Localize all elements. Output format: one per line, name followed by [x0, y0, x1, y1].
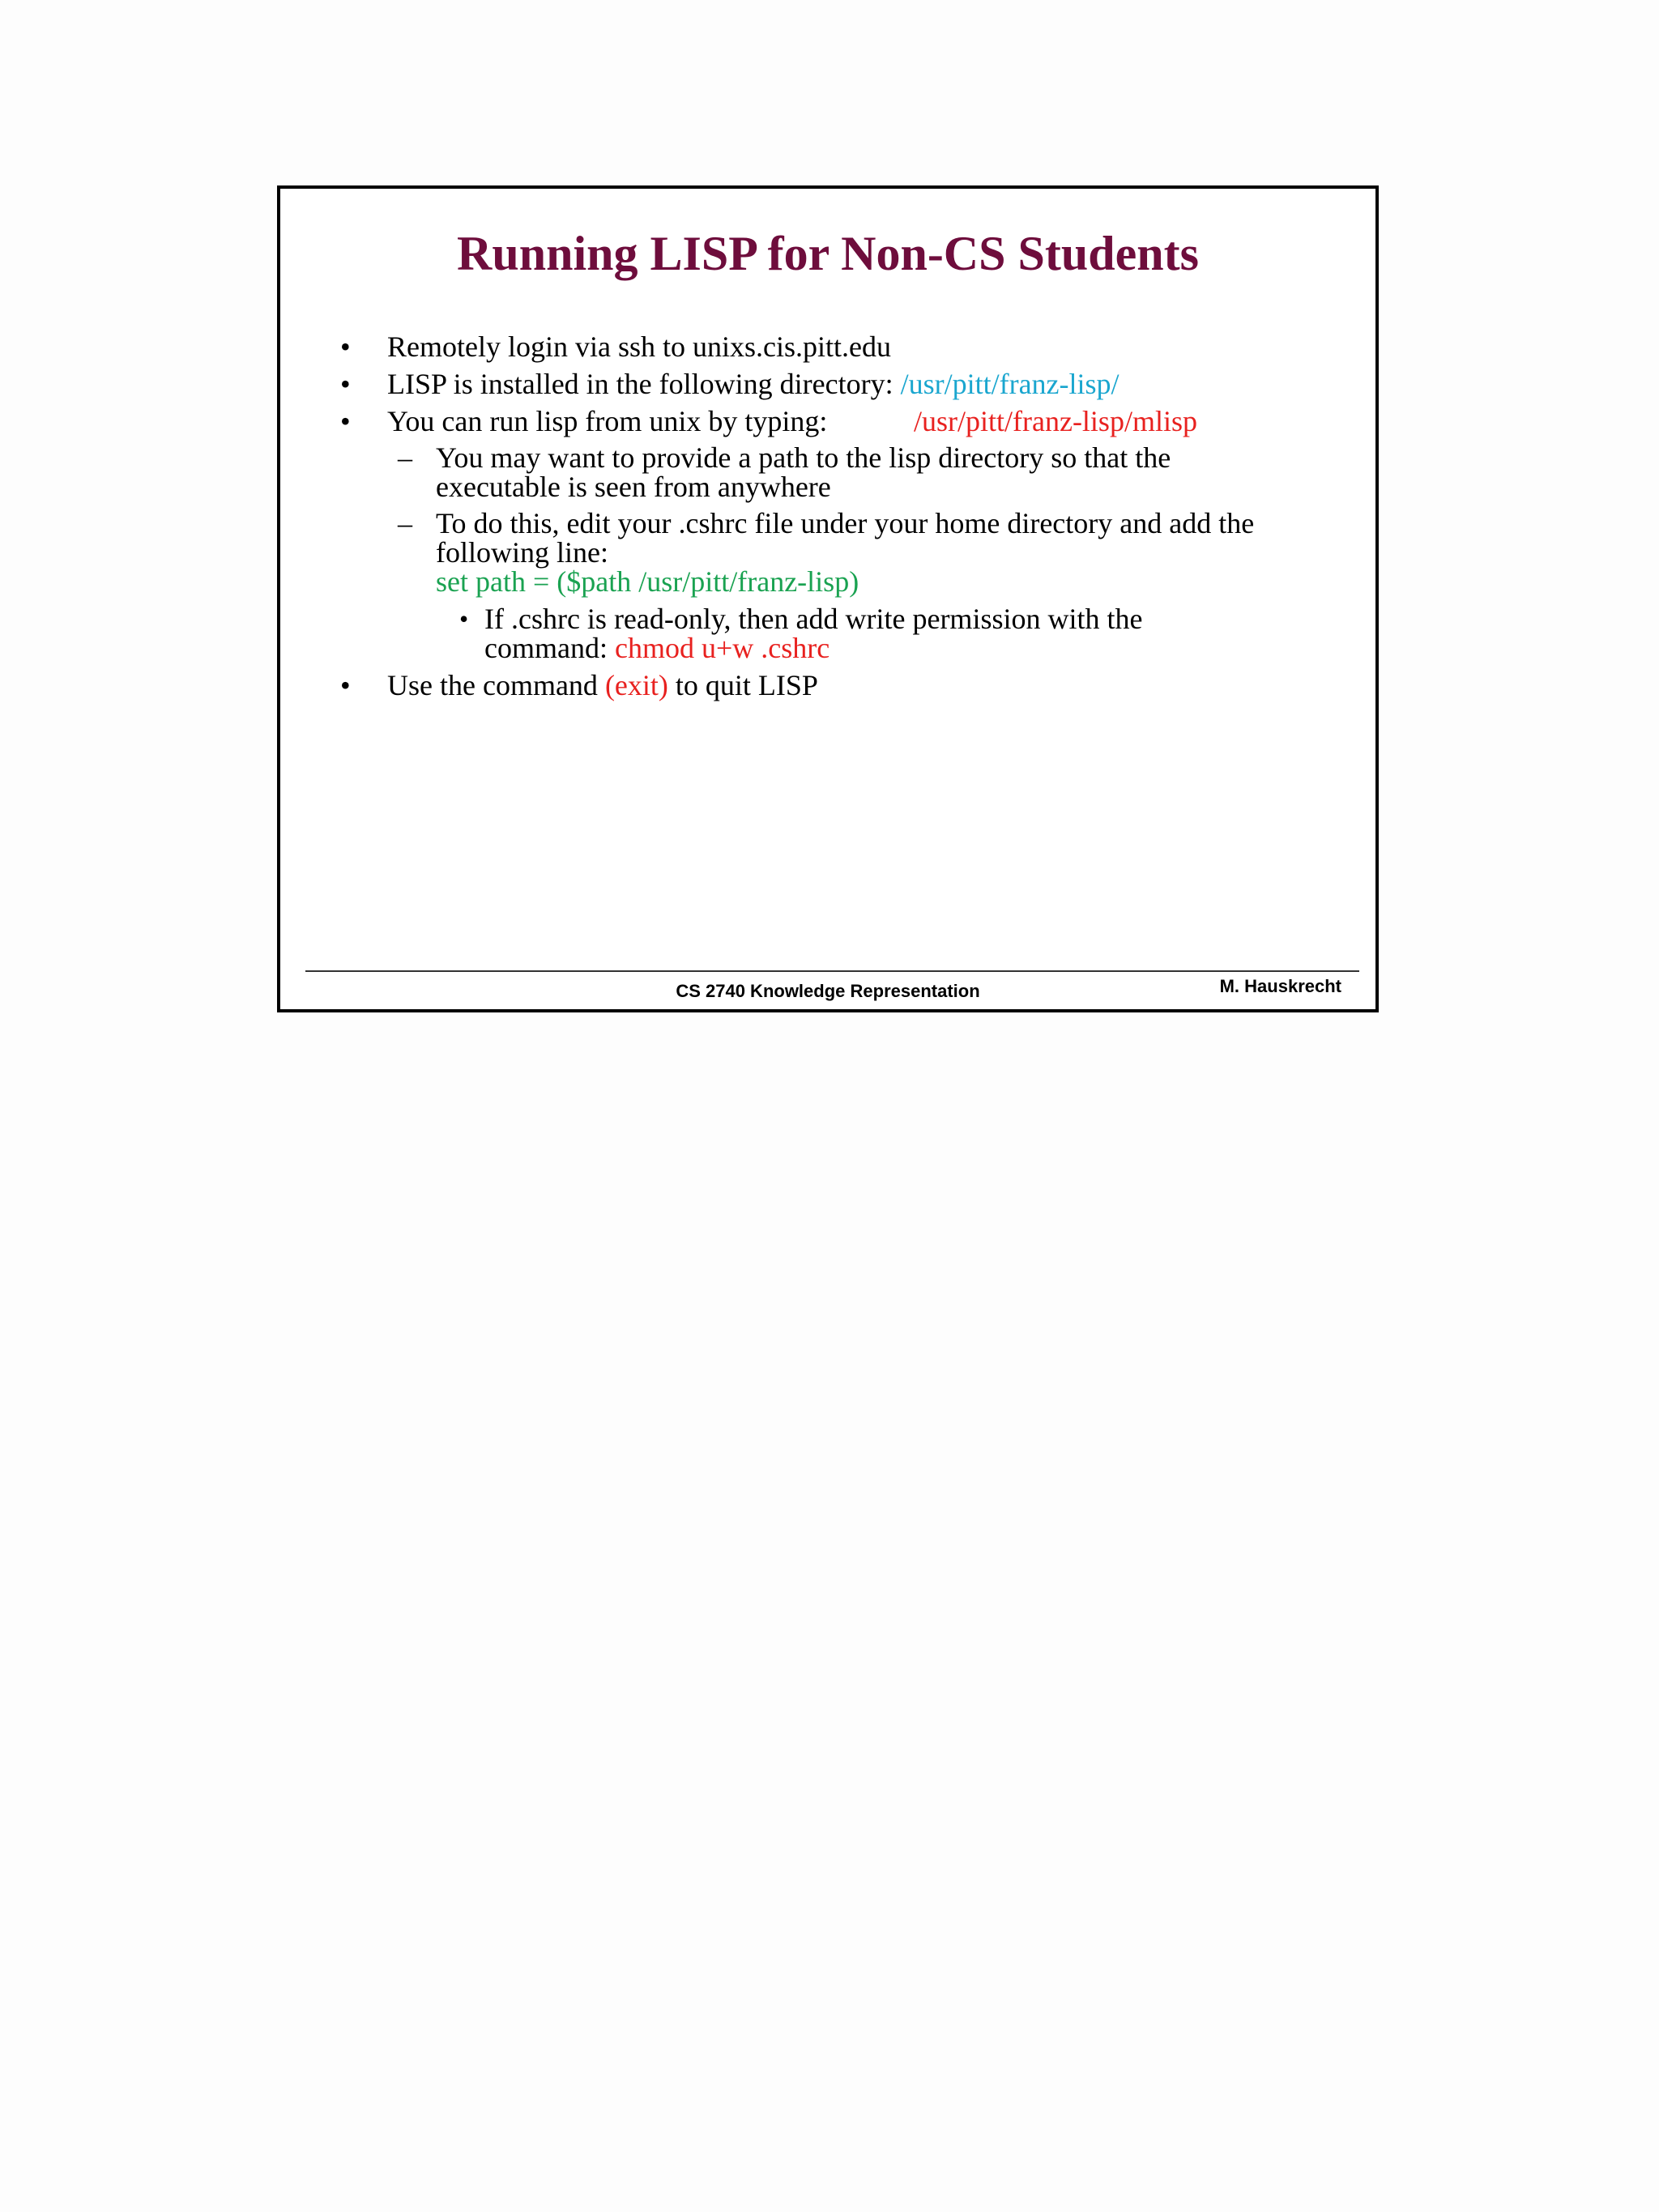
install-dir-text: LISP is installed in the following directory:: [387, 368, 901, 400]
sub-bullet-readonly-line1: If .cshrc is read-only, then add write permission with the: [484, 603, 1143, 635]
dash-cshrc-line2: following line:: [436, 536, 608, 569]
install-dir-path: /usr/pitt/franz-lisp/: [900, 368, 1120, 400]
footer-author: M. Hauskrecht: [1219, 976, 1341, 996]
chmod-label: command:: [484, 632, 615, 664]
dash-path-line1: You may want to provide a path to the lisp directory so that the: [436, 441, 1171, 474]
footer-divider: [305, 970, 1359, 972]
exit-pre-text: Use the command: [387, 669, 605, 701]
bullet-exit-lisp: [387, 669, 818, 701]
dash-cshrc-line1: To do this, edit your .cshrc file under your home directory and add the: [436, 507, 1255, 539]
dash-path-line2: executable is seen from anywhere: [436, 471, 831, 503]
bullet-run-lisp-text: You can run lisp from unix by typing:: [387, 405, 828, 437]
bullet-install-dir: [387, 368, 1120, 400]
dash-marker: –: [398, 507, 412, 539]
exit-command: (exit): [604, 669, 668, 701]
exit-post-text: to quit LISP: [667, 669, 818, 701]
set-path-code: set path = ($path /usr/pitt/franz-lisp): [436, 565, 859, 598]
slide-title: Running LISP for Non-CS Students: [457, 227, 1199, 280]
bullet-marker: •: [340, 330, 351, 363]
bullet-marker: •: [340, 669, 351, 701]
chmod-command: chmod u+w .cshrc: [614, 632, 830, 664]
footer-course: CS 2740 Knowledge Representation: [676, 981, 980, 1001]
run-lisp-command: /usr/pitt/franz-lisp/mlisp: [914, 405, 1197, 437]
bullet-marker: •: [340, 405, 351, 437]
bullet-ssh-login: Remotely login via ssh to unixs.cis.pitt.edu: [387, 330, 891, 363]
slide-content: [280, 189, 1375, 1009]
slide: [277, 185, 1379, 1012]
sub-bullet-marker: •: [459, 604, 469, 633]
sub-bullet-readonly-line2: [484, 632, 830, 664]
dash-marker: –: [398, 441, 412, 474]
bullet-marker: •: [340, 368, 351, 400]
